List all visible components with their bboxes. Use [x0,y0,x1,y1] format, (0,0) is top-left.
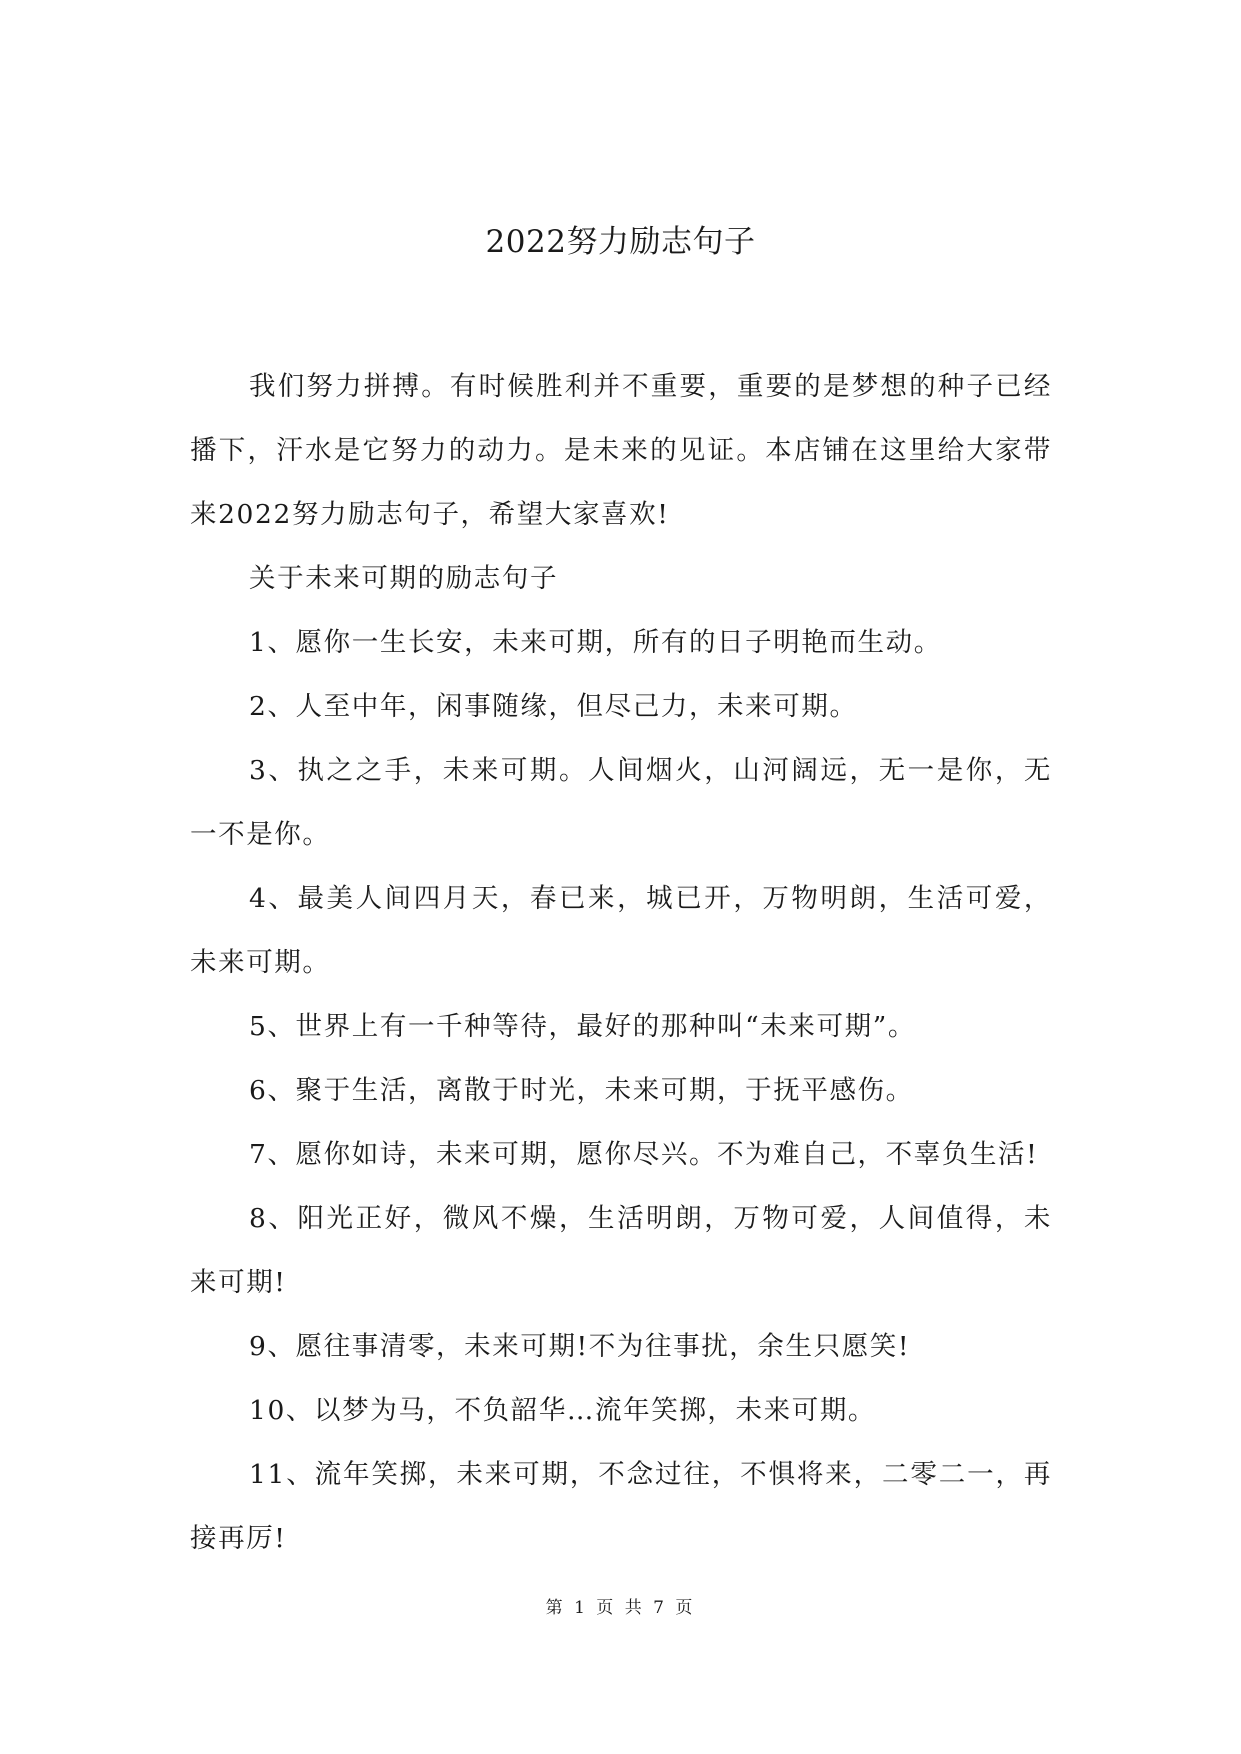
list-item: 6、聚于生活，离散于时光，未来可期，于抚平感伤。 [249,1075,914,1106]
list-item: 7、愿你如诗，未来可期，愿你尽兴。不为难自己，不辜负生活! [249,1139,1039,1170]
page-title: 2022努力励志句子 [485,224,756,260]
section-heading: 关于未来可期的励志句子 [249,563,559,594]
list-item: 10、以梦为马，不负韶华…流年笑掷，未来可期。 [249,1395,877,1426]
intro-paragraph: 我们努力拼搏。有时候胜利并不重要，重要的是梦想的种子已经播下，汗水是它努力的动力。是未来的见证。本店铺在这里给大家带来2022努力励志句子，希望大家喜欢! [190,371,1052,530]
page-number-footer: 第 1 页 共 7 页 [545,1598,696,1618]
list-item: 11、流年笑掷，未来可期，不念过往，不惧将来，二零二一，再接再厉! [190,1459,1052,1554]
list-item: 3、执之之手，未来可期。人间烟火，山河阔远，无一是你，无一不是你。 [190,755,1052,850]
document-body [190,355,1052,1571]
list-item: 5、世界上有一千种等待，最好的那种叫“未来可期”。 [249,1011,916,1042]
list-item: 8、阳光正好，微风不燥，生活明朗，万物可爱，人间值得，未来可期! [190,1203,1052,1298]
list-item: 1、愿你一生长安，未来可期，所有的日子明艳而生动。 [249,627,942,658]
list-item: 4、最美人间四月天，春已来，城已开，万物明朗，生活可爱，未来可期。 [190,883,1052,978]
list-item: 2、人至中年，闲事随缘，但尽己力，未来可期。 [249,691,858,722]
list-item: 9、愿往事清零，未来可期!不为往事扰，余生只愿笑! [249,1331,911,1362]
